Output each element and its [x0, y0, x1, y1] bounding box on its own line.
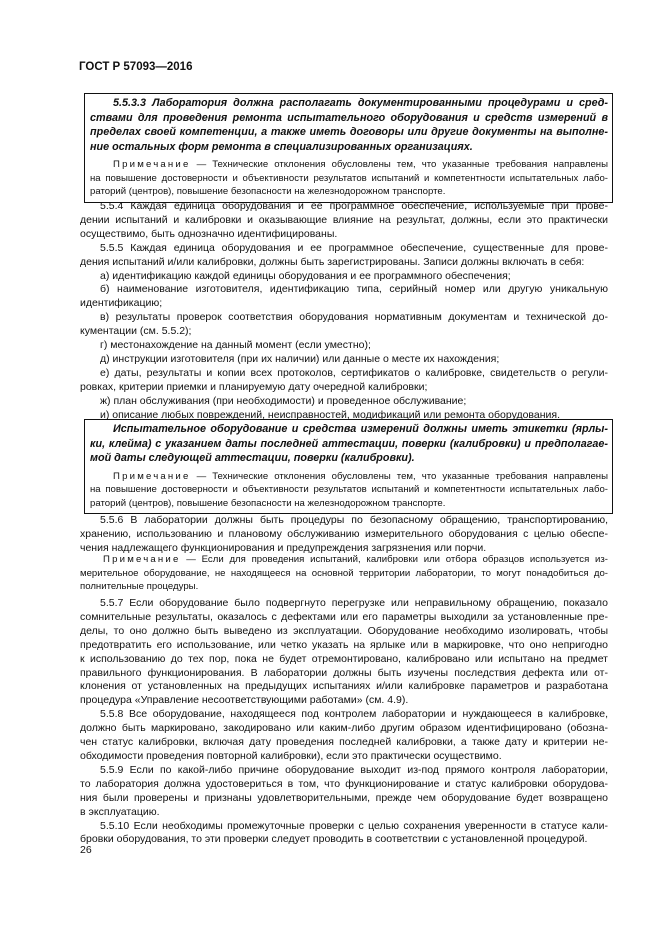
text-line: то лаборатория должна удостовериться в том, что функционирование и статус калибровки оборудова- — [80, 777, 608, 790]
text-line: 5.5.7 Если оборудование было подвергнуто перегрузке или неправильному обращению, показало — [100, 597, 608, 609]
text-line: клонения от установленных на предыдущих испытаниях и/или калибровке параметров и разработана — [80, 680, 608, 693]
text-line: ние остальных форм ремонта в специализированных организациях. — [90, 140, 473, 153]
text-line: идентификацию; — [80, 297, 163, 310]
requirement-paragraph — [90, 96, 608, 154]
requirement-box-labels — [84, 419, 613, 514]
section-5-5-6 — [80, 514, 608, 556]
requirement-paragraph — [90, 422, 608, 466]
text-line: хранению, использованию и плановому обслуживанию измерительного оборудования с целью обеспе- — [80, 527, 608, 540]
text-line — [90, 158, 608, 172]
text-line: должно быть маркировано, закодировано или каким-либо другим образом идентифицировано (обозна- — [80, 722, 608, 735]
text-line: 5.5.10 Если необходимы промежуточные проверки с целью сохранения уверенности в статусе кали- — [100, 819, 608, 832]
note — [90, 158, 608, 199]
text-line: мерительное оборудование, не находящееся на основной территории лаборатории, то могут понадобиться до- — [80, 567, 608, 579]
note-label: Примечание — [113, 470, 191, 482]
text-line: ж) план обслуживания (при необходимости) и проведенное обслуживание; — [100, 394, 467, 407]
note — [90, 470, 608, 511]
paragraph — [80, 367, 608, 395]
text-line: е) даты, результаты и копии всех протоколов, сертификатов о калибровке, свидетельств о регули- — [100, 366, 608, 379]
text-line: на повышение достоверности и объективности результатов испытаний и компетентности испытательных лабо- — [90, 484, 608, 496]
text-line: в эксплуатацию. — [80, 805, 160, 818]
text-line: мой даты следующей аттестации, поверки (калибровки). — [90, 452, 415, 464]
page-number: 26 — [80, 844, 92, 856]
text-line: 5.5.4 Каждая единица оборудования и ее программное обеспечение, используемые при прове- — [100, 200, 608, 212]
text-line: в) результаты проверок соответствия оборудования нормативным документам и технической до- — [100, 311, 608, 324]
text-line: правильного функционирования. В лаборатории должны быть изучены последствия дефекта или от- — [80, 666, 608, 679]
text-line — [90, 470, 608, 484]
text-line: раторий (центров), повышение безопасности на железнодорожном транспорте. — [90, 497, 446, 509]
text-line: и) описание любых повреждений, неисправностей, модификаций или ремонта оборудования. — [100, 408, 561, 421]
text-line: к использованию до тех пор, пока не будет отремонтировано, калибровано или испытано на предмет — [80, 652, 608, 665]
paragraph — [80, 242, 608, 270]
text-line: чения надлежащего функционирования и предупреждения загрязнения или порчи. — [80, 541, 487, 554]
text-line: 5.5.6 В лаборатории должны быть процедуры по безопасному обращению, транспортированию, — [100, 514, 608, 526]
text-line: бровки оборудования, то эти проверки следует проводить в соответствии с установленной процедурой. — [80, 833, 588, 846]
paragraph — [80, 708, 608, 764]
text-line: делы, то оно должно быть выведено из эксплуатации. Оборудование необходимо изолировать, чтобы — [80, 624, 608, 637]
text-line: пределах своей компетенции, а также иметь договоры или другие документы на выполне- — [90, 126, 608, 138]
paragraph — [80, 311, 608, 339]
paragraph — [80, 514, 608, 556]
paragraph — [80, 339, 608, 353]
note-text: — Технические отклонения обусловлены тем, что указанные требования направлены — [190, 470, 608, 482]
text-line: б) наименование изготовителя, идентификацию типа, серийный номер или другую уникальную — [100, 283, 608, 296]
paragraph — [80, 353, 608, 367]
text-line: сомнительные результаты, оказалось с дефектами или его параметры выходили за установленные пре- — [80, 610, 608, 623]
section-5-5-4-5-5-5 — [80, 200, 608, 423]
paragraph — [80, 597, 608, 708]
requirement-box-repair — [84, 93, 613, 203]
text-line: кументации (см. 5.5.2); — [80, 325, 192, 338]
text-line: 5.5.5 Каждая единица оборудования и ее программное обеспечение, существенные для прове- — [100, 241, 608, 254]
text-line: 5.5.9 Если по какой-либо причине оборудование выходит из-под прямого контроля лаборатории, — [100, 763, 608, 776]
text-line: г) местонахождение на данный момент (если уместно); — [100, 339, 371, 352]
text-line: дения испытаний и/или калибровки, должны быть зарегистрированы. Записи должны включать в себя: — [80, 255, 585, 268]
text-line: дении испытаний и калибровки и оказывающие влияние на результат, должны, если это практически — [80, 213, 608, 226]
text-line: полнительные процедуры. — [80, 581, 199, 593]
text-line: на повышение достоверности и объективности результатов испытаний и компетентности испытательных лабо- — [90, 172, 608, 184]
text-line: раторий (центров), повышение безопасности на железнодорожном транспорте. — [90, 186, 446, 198]
note-label: Примечание — [113, 159, 191, 170]
text-line — [80, 553, 608, 567]
text-line: осуществимо, быть однозначно идентифицированы. — [80, 227, 338, 240]
text-line: ки, клейма) с указанием даты последней аттестации, поверки (калибровки) и предполагае- — [90, 437, 608, 450]
note-label: Примечание — [103, 554, 181, 565]
document-code-header: ГОСТ Р 57093—2016 — [79, 61, 193, 73]
note — [80, 553, 608, 594]
paragraph — [80, 200, 608, 242]
text-line: Испытательное оборудование и средства измерений должны иметь этикетки (ярлы- — [113, 423, 608, 435]
paragraph — [80, 283, 608, 311]
text-line: предотвратить его использование, или четко указать на ярлыке или в маркировке, что оно непригодно — [80, 638, 608, 651]
section-5-5-7-5-5-10 — [80, 597, 608, 847]
note-text: — Если для проведения испытаний, калибровки или отбора образцов используется из- — [180, 554, 608, 565]
paragraph — [80, 764, 608, 820]
paragraph — [80, 270, 608, 284]
text-line: чен статус калибровки, включая дату проведения последней калибровки, а также дату и критерии не- — [80, 736, 608, 749]
text-line: обходимости проведения повторной калибровки), если это практически осуществимо. — [80, 749, 502, 762]
paragraph — [80, 395, 608, 409]
text-line: 5.5.8 Все оборудование, находящееся под контролем лаборатории и нуждающееся в калибровке, — [100, 708, 608, 721]
text-line: д) инструкции изготовителя (при их наличии) или данные о месте их нахождения; — [100, 352, 500, 365]
text-line: а) идентификацию каждой единицы оборудования и ее программного обеспечения; — [100, 269, 511, 282]
text-line: процедура «Управление несоответствующими работами» (см. 4.9). — [80, 694, 409, 707]
paragraph — [80, 820, 608, 848]
text-line: 5.5.3.3 Лаборатория должна располагать документированными процедурами и сред- — [113, 97, 608, 109]
text-line: ния были проверены и признаны удовлетворительными, прежде чем оборудование будет возвращено — [80, 791, 608, 804]
text-line: ствами для проведения ремонта испытательного оборудования и средств измерений в — [90, 111, 608, 124]
text-line: ровках, критерии приемки и планируемую дату очередной калибровки; — [80, 380, 428, 393]
note-text: — Технические отклонения обусловлены тем, что указанные требования направлены — [190, 159, 608, 170]
note-5-5-6 — [80, 553, 608, 594]
